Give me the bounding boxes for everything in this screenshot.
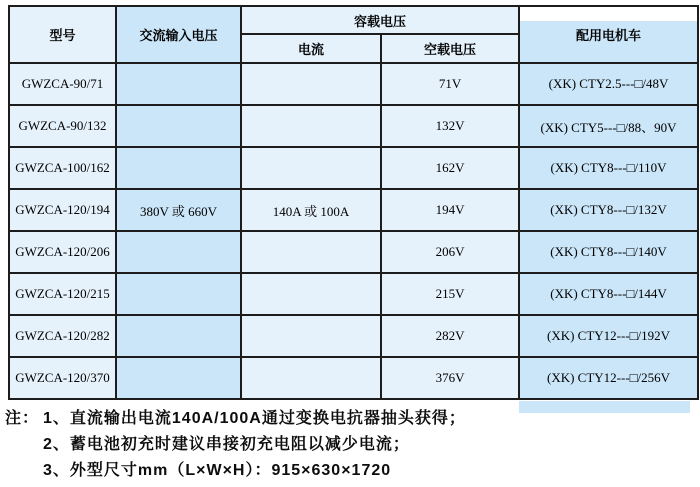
model-cell: GWZCA-90/71: [9, 63, 116, 105]
model-cell: GWZCA-120/215: [9, 273, 116, 315]
model-cell: GWZCA-120/370: [9, 357, 116, 399]
no-load-voltage-cell: 206V: [381, 231, 519, 273]
header-matched-locomotive: 配用电机车: [519, 6, 698, 63]
header-no-load-voltage: 空载电压: [381, 34, 519, 63]
table-row: [9, 63, 698, 105]
ac-input-cell: [116, 357, 241, 399]
locomotive-cell: (XK) CTY12---□/192V: [519, 315, 698, 357]
current-cell: [241, 231, 381, 273]
table-row: [9, 315, 698, 357]
footnote-line: [5, 406, 466, 432]
header-load-voltage-group: 容载电压: [241, 6, 519, 34]
model-cell: GWZCA-120/282: [9, 315, 116, 357]
header-ac-input-voltage: 交流输入电压: [116, 6, 241, 63]
no-load-voltage-cell: 71V: [381, 63, 519, 105]
locomotive-cell: (XK) CTY8---□/110V: [519, 147, 698, 189]
no-load-voltage-cell: 376V: [381, 357, 519, 399]
ac-input-cell: [116, 315, 241, 357]
ac-input-cell: [116, 273, 241, 315]
ac-input-cell: [116, 231, 241, 273]
no-load-voltage-cell: 215V: [381, 273, 519, 315]
model-cell: GWZCA-120/206: [9, 231, 116, 273]
table-row: [9, 357, 698, 399]
locomotive-cell: (XK) CTY8---□/144V: [519, 273, 698, 315]
locomotive-column-highlight-strip: [519, 401, 690, 413]
locomotive-cell: (XK) CTY2.5---□/48V: [519, 63, 698, 105]
spec-table: [8, 5, 699, 400]
table-row: [9, 147, 698, 189]
current-cell: [241, 147, 381, 189]
ac-input-cell: 380V 或 660V: [116, 189, 241, 231]
ac-input-cell: [116, 147, 241, 189]
current-cell: 140A 或 100A: [241, 189, 381, 231]
ac-input-cell: [116, 105, 241, 147]
table-row: [9, 189, 698, 231]
header-current: 电流: [241, 34, 381, 63]
locomotive-cell: (XK) CTY12---□/256V: [519, 357, 698, 399]
model-cell: GWZCA-90/132: [9, 105, 116, 147]
current-cell: [241, 273, 381, 315]
model-cell: GWZCA-100/162: [9, 147, 116, 189]
spec-table-container: [8, 5, 699, 400]
footnote-line: 3、外型尺寸mm（L×W×H）：915×630×1720: [43, 462, 392, 479]
footnote-line: 2、蓄电池初充时建议串接初充电阻以减少电流；: [43, 436, 410, 453]
ac-input-cell: [116, 63, 241, 105]
table-row: [9, 105, 698, 147]
no-load-voltage-cell: 132V: [381, 105, 519, 147]
table-row: [9, 273, 698, 315]
no-load-voltage-cell: 162V: [381, 147, 519, 189]
locomotive-cell: (XK) CTY8---□/132V: [519, 189, 698, 231]
current-cell: [241, 357, 381, 399]
locomotive-cell: (XK) CTY5---□/88、90V: [519, 105, 698, 147]
table-row: [9, 231, 698, 273]
no-load-voltage-cell: 194V: [381, 189, 519, 231]
footnote-text: 1、直流输出电流140A/100A通过变换电抗器抽头获得；: [43, 410, 466, 427]
current-cell: [241, 315, 381, 357]
footnotes: [5, 406, 466, 484]
model-cell: GWZCA-120/194: [9, 189, 116, 231]
footnote-prefix: 注：: [5, 410, 40, 427]
header-model: 型号: [9, 6, 116, 63]
no-load-voltage-cell: 282V: [381, 315, 519, 357]
current-cell: [241, 105, 381, 147]
locomotive-cell: (XK) CTY8---□/140V: [519, 231, 698, 273]
current-cell: [241, 63, 381, 105]
